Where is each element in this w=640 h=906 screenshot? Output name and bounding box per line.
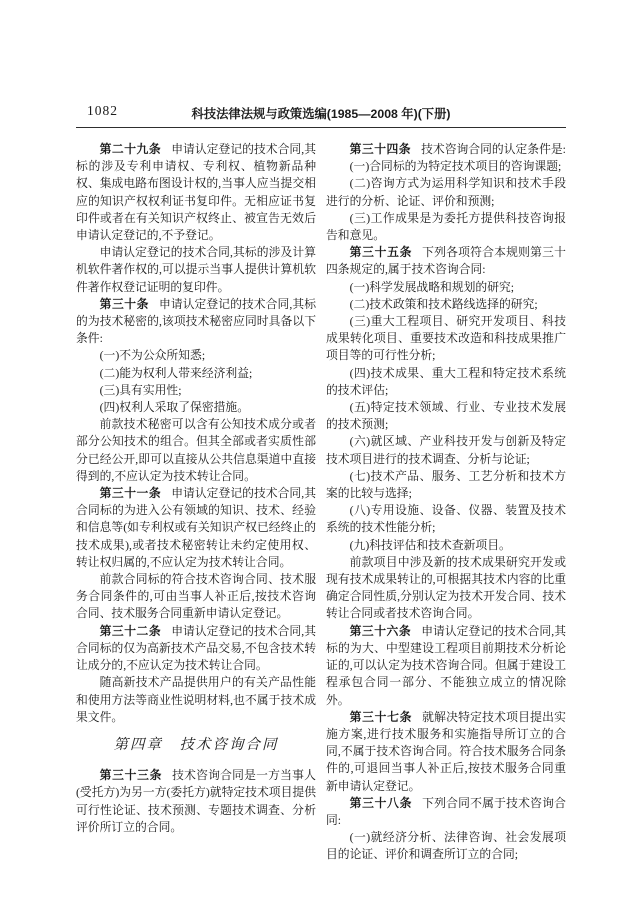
list-item-text: (七)技术产品、服务、工艺分析和技术方案的比较与选择;	[326, 468, 566, 501]
article-text: 技术咨询合同是一方当事人(受托方)为另一方(委托方)就特定技术项目提供可行性论证、技术预测、专题技术调查、分析评价所订立的合同。	[76, 768, 316, 834]
paragraph-text: 申请认定登记的技术合同,其标的涉及计算机软件著作权的,可以提示当事人提供计算机软件著作权登记证明的复印件。	[76, 245, 316, 294]
list-item	[326, 296, 566, 313]
article-number: 第三十八条	[349, 795, 413, 810]
article-number: 第三十条	[99, 296, 149, 311]
paragraph-text: 前款技术秘密可以含有公知技术成分或者部分公知技术的组合。但其全部或者实质性部分已经公开,即可以直接从公共信息渠道中直接得到的,不应认定为技术转让合同。	[76, 417, 316, 483]
article-number: 第三十二条	[99, 623, 162, 638]
article-paragraph	[326, 709, 566, 795]
list-item-text: (一)不为公众所知悉;	[99, 348, 206, 363]
article-text: 技术咨询合同的认定条件是:	[421, 142, 566, 156]
article-paragraph	[326, 795, 566, 829]
list-item	[326, 158, 566, 175]
paragraph-text: 随高新技术产品提供用户的有关产品性能和使用方法等商业性说明材料,也不属于技术成果文件。	[76, 675, 316, 724]
article-paragraph	[326, 141, 566, 158]
list-item-text: (八)专用设施、设备、仪器、装置及技术系统的技术性能分析;	[326, 503, 566, 535]
list-item-text: (九)科技评估和技术查新项目。	[349, 537, 511, 552]
article-number: 第三十一条	[99, 486, 162, 501]
chapter-heading: 第四章 技术咨询合同	[113, 736, 279, 753]
article-text: 申请认定登记的技术合同,其标的为技术秘密的,该项技术秘密应同时具备以下条件:	[76, 296, 316, 346]
list-item	[326, 502, 566, 536]
list-item-text: (二)技术政策和技术路线选择的研究;	[349, 296, 538, 311]
paragraph-text: 前款合同标的符合技术咨询合同、技术服务合同条件的,可由当事人补正后,按技术咨询合同、技术服务合同重新申请认定登记。	[76, 572, 316, 621]
article-text: 申请认定登记的技术合同,其标的涉及专利申请权、专利权、植物新品种权、集成电路布图设计权的,当事人应当提交相应的知识产权权利证书复印件。无相应证书复印件或者在有关知识产权终止、被宣告无效后申请认定登记的,不予登记。	[76, 142, 316, 243]
paragraph-text: 前款项目中涉及新的技术成果研究开发或现有技术成果转让的,可根据其技术内容的比重确定合同性质,分别认定为技术开发合同、技术转让合同或者技术咨询合同。	[326, 554, 566, 621]
article-text: 申请认定登记的技术合同,其标的为大、中型建设工程项目前期技术分析论证的,可以认定为技术咨询合同。但属于建设工程承包合同一部分、不能独立成立的情况除外。	[326, 623, 566, 707]
page-header	[76, 102, 566, 128]
paragraph	[326, 554, 566, 623]
paragraph	[76, 674, 316, 726]
paragraph	[76, 416, 316, 485]
list-item-text: (三)具有实用性;	[99, 382, 182, 397]
article-paragraph	[76, 296, 316, 348]
article-number: 第三十三条	[99, 768, 163, 783]
list-item	[326, 365, 566, 399]
list-item-text: (一)就经济分析、法律咨询、社会发展项目的论证、评价和调查所订立的合同;	[326, 830, 566, 862]
list-item-text: (二)咨询方式为运用科学知识和技术手段进行的分析、论证、评价和预测;	[326, 176, 566, 208]
list-item-text: (五)特定技术领域、行业、专业技术发展的技术预测;	[326, 400, 566, 432]
article-number: 第二十九条	[99, 142, 162, 156]
list-item	[326, 433, 566, 467]
article-paragraph	[76, 141, 316, 244]
list-item	[326, 313, 566, 365]
paragraph	[76, 571, 316, 623]
article-number: 第三十五条	[349, 245, 413, 260]
list-item	[76, 365, 316, 382]
list-item-text: (三)重大工程项目、研究开发项目、科技成果转化项目、重要技术改造和科技成果推广项目等的可行性分析;	[326, 314, 566, 363]
list-item	[76, 399, 316, 416]
list-item-text: (六)就区域、产业科技开发与创新及特定技术项目进行的技术调查、分析与论证;	[326, 434, 566, 466]
list-item	[326, 210, 566, 244]
two-column-body	[76, 141, 566, 864]
article-paragraph	[326, 623, 566, 709]
article-paragraph	[326, 244, 566, 278]
list-item	[326, 175, 566, 209]
book-title: 科技法律法规与政策选编(1985—2008 年)(下册)	[191, 107, 451, 121]
article-paragraph	[76, 485, 316, 571]
article-number: 第三十六条	[349, 623, 412, 638]
article-text: 申请认定登记的技术合同,其合同标的仅为高新技术产品交易,不包含技术转让成分的,不应认定为技术转让合同。	[76, 623, 316, 673]
article-text: 下列各项符合本规则第三十四条规定的,属于技术咨询合同:	[326, 245, 566, 277]
list-item	[326, 399, 566, 433]
list-item	[326, 279, 566, 296]
list-item	[76, 382, 316, 399]
article-text: 申请认定登记的技术合同,其合同标的为进入公有领域的知识、技术、经验和信息等(如专利权或有关知识产权已经终止的技术成果),或者技术秘密转让未约定使用权、转让权归属的,不应认定为技术转让合同。	[76, 486, 316, 569]
list-item-text: (四)技术成果、重大工程和特定技术系统的技术评估;	[326, 365, 566, 397]
right-column	[326, 141, 566, 864]
list-item-text: (一)合同标的为特定技术项目的咨询课题;	[349, 159, 562, 174]
list-item	[76, 347, 316, 364]
article-text: 下列合同不属于技术咨询合同:	[326, 795, 566, 827]
article-number: 第三十四条	[349, 142, 412, 156]
list-item-text: (一)科学发展战略和规划的研究;	[349, 279, 515, 294]
list-item	[326, 468, 566, 502]
article-paragraph	[76, 767, 316, 836]
list-item	[326, 537, 566, 554]
list-item-text: (四)权利人采取了保密措施。	[99, 400, 250, 415]
list-item	[326, 829, 566, 863]
left-column	[76, 141, 316, 864]
article-paragraph	[76, 623, 316, 675]
article-number: 第三十七条	[349, 709, 413, 724]
paragraph	[76, 244, 316, 296]
page-number: 1082	[87, 103, 118, 118]
list-item-text: (三)工作成果是为委托方提供科技咨询报告和意见。	[326, 210, 566, 243]
article-text: 就解决特定技术项目提出实施方案,进行技术服务和实施指导所订立的合同,不属于技术咨询合同。符合技术服务合同条件的,可退回当事人补正后,按技术服务合同重新申请认定登记。	[326, 709, 566, 793]
list-item-text: (二)能为权利人带来经济利益;	[99, 365, 253, 380]
